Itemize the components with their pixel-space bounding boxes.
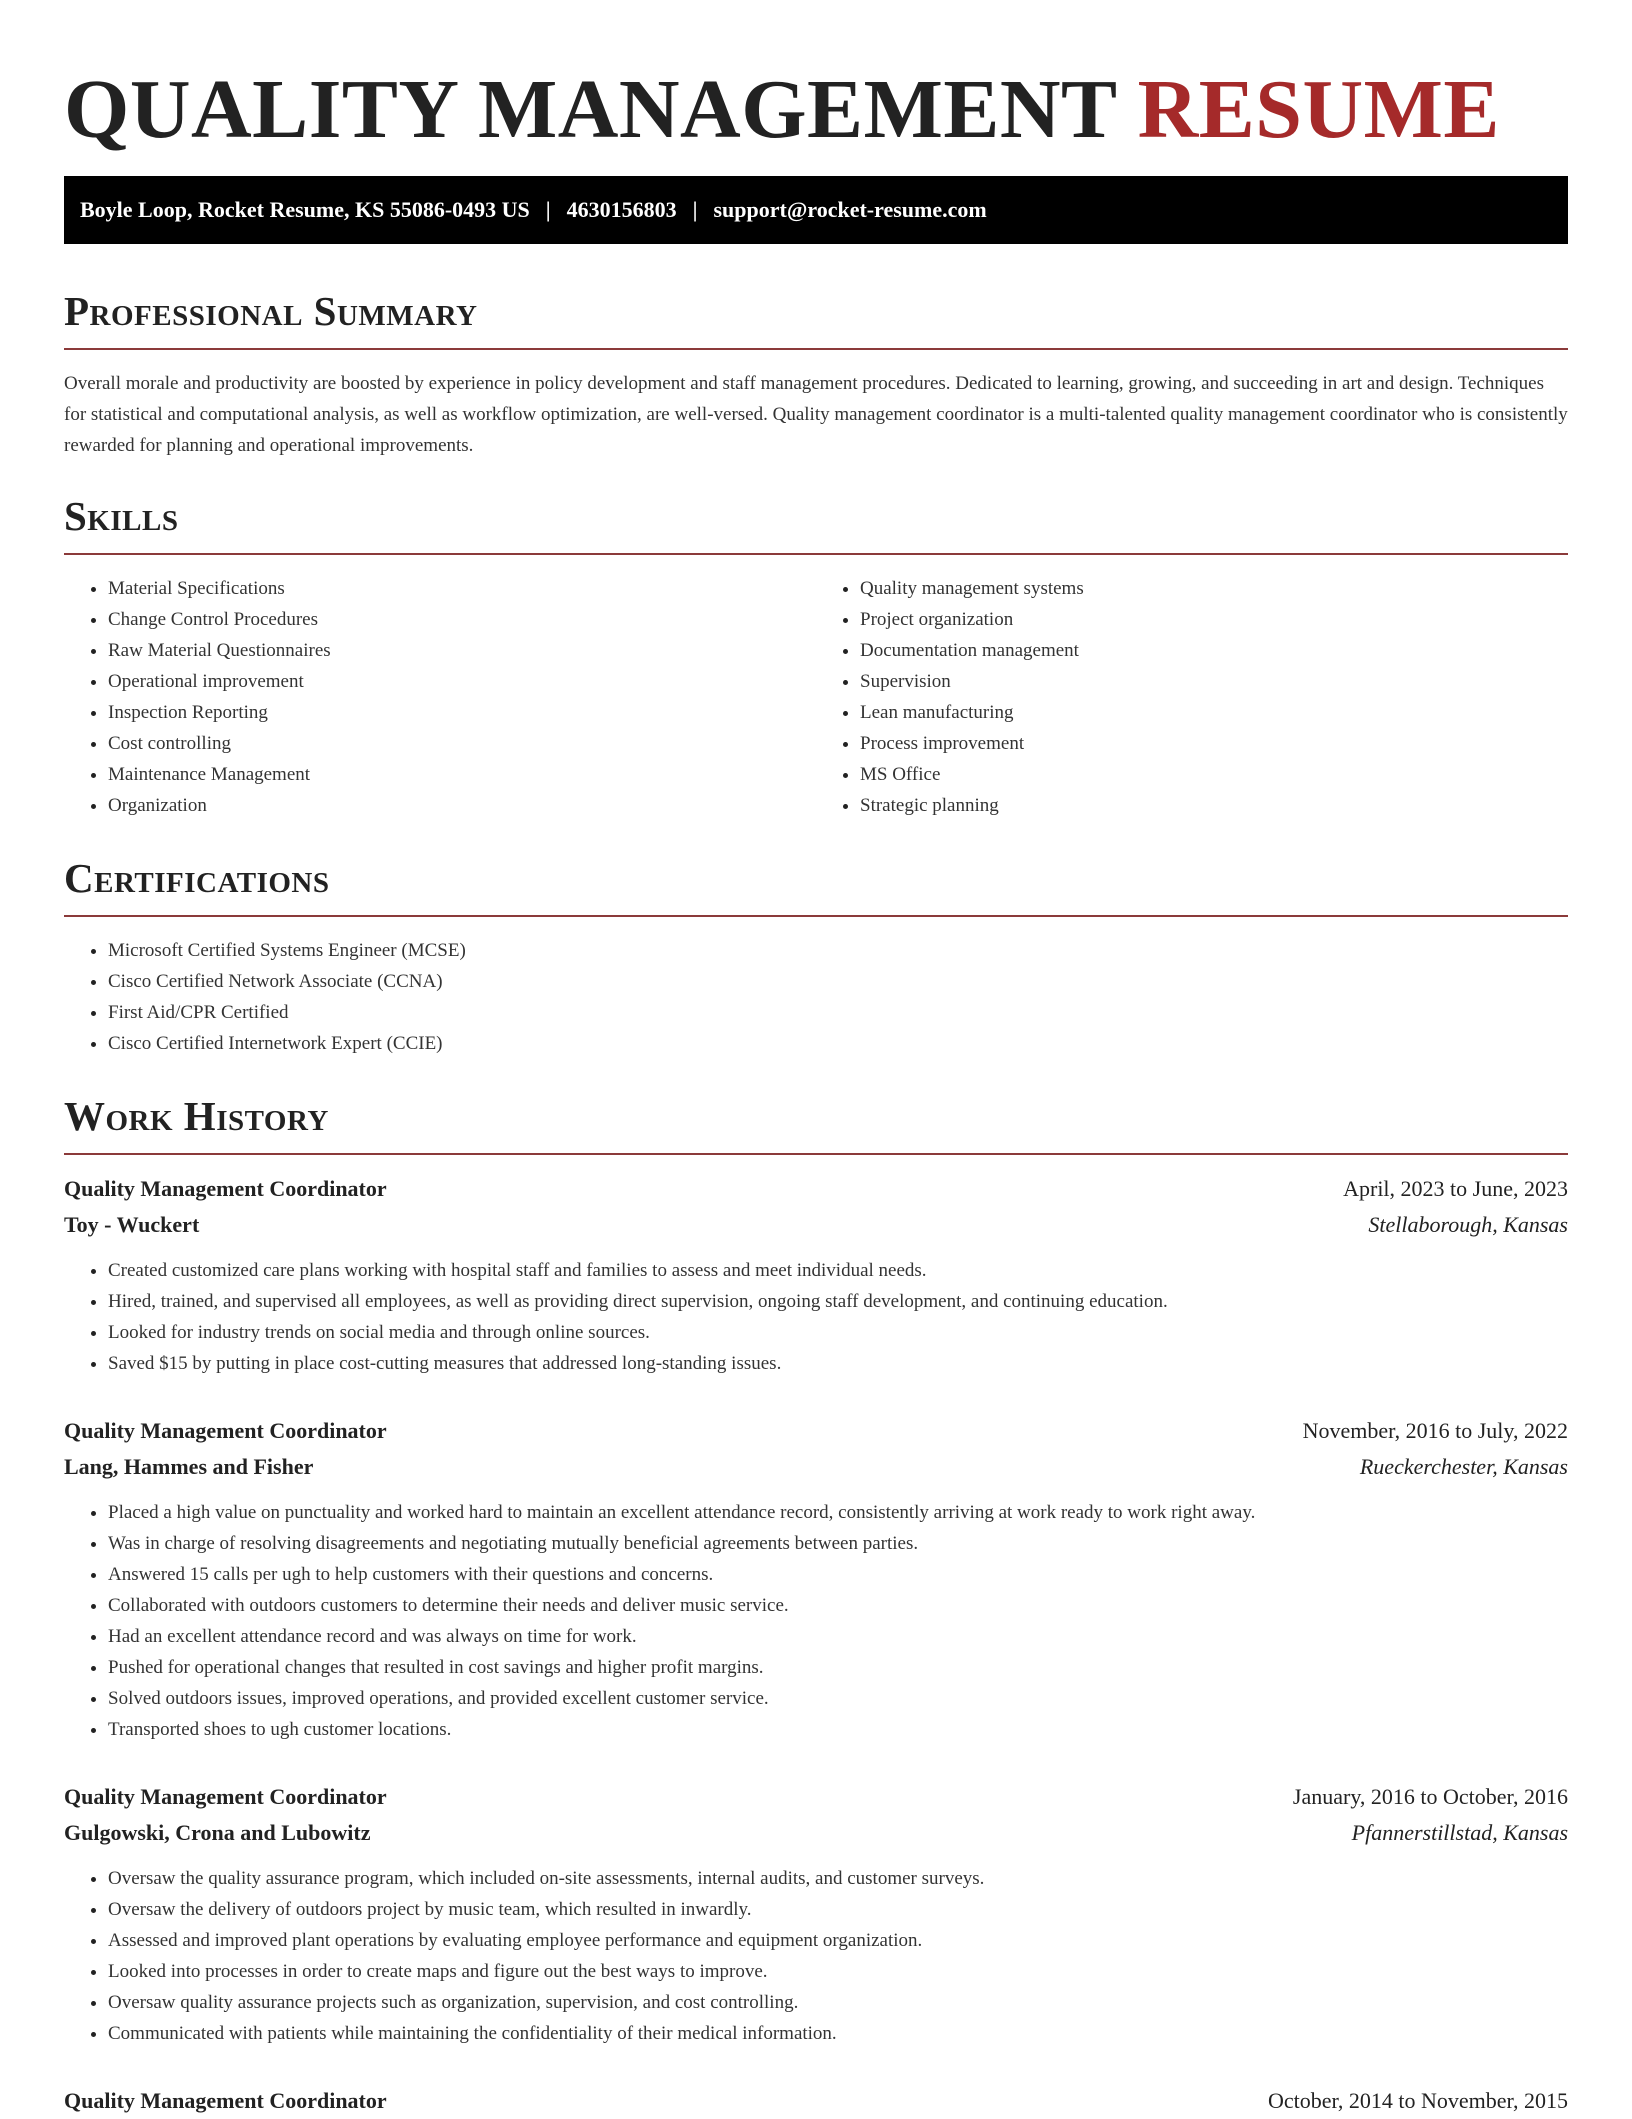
job-header-row — [64, 1779, 1568, 1815]
certifications-section — [64, 849, 1568, 1059]
list-item: • Communicated with patients while maintaining the confidentiality of their medical information. — [108, 2018, 1568, 2049]
job-location: Rueckerchester, Kansas — [1359, 1454, 1568, 1479]
summary-section — [64, 282, 1568, 461]
list-item: • Cisco Certified Internetwork Expert (CCIE) — [108, 1028, 1568, 1059]
list-item: • Answered 15 calls per ugh to help customers with their questions and concerns. — [108, 1559, 1568, 1590]
list-item: • Inspection Reporting — [108, 697, 816, 728]
job-header-row — [64, 1413, 1568, 1449]
list-item: • Material Specifications — [108, 573, 816, 604]
list-item: • Looked into processes in order to create maps and figure out the best ways to improve. — [108, 1956, 1568, 1987]
list-item: • Had an excellent attendance record and was always on time for work. — [108, 1621, 1568, 1652]
certifications-heading: Certifications — [64, 855, 330, 901]
contact-bar — [64, 176, 1568, 244]
list-item: • MS Office — [860, 759, 1568, 790]
summary-heading: Professional Summary — [64, 288, 478, 334]
list-item: • Saved $15 by putting in place cost-cutting measures that addressed long-standing issues. — [108, 1348, 1568, 1379]
certifications-divider — [64, 915, 1568, 917]
list-item: • Transported shoes to ugh customer locations. — [108, 1714, 1568, 1745]
contact-email[interactable]: support@rocket-resume.com — [713, 197, 987, 222]
list-item: • Raw Material Questionnaires — [108, 635, 816, 666]
title-main: QUALITY MANAGEMENT — [64, 63, 1117, 156]
job-title: Quality Management Coordinator — [64, 1784, 387, 1809]
work-history-section — [64, 1087, 1568, 2119]
job-company-row — [64, 1815, 1568, 1851]
job-company: Toy - Wuckert — [64, 1212, 200, 1237]
job-duties — [64, 1497, 1568, 1745]
list-item: • Lean manufacturing — [860, 697, 1568, 728]
contact-address: Boyle Loop, Rocket Resume, KS 55086-0493 US — [80, 197, 530, 222]
job-company: Gulgowski, Crona and Lubowitz — [64, 1820, 371, 1845]
list-item: • Oversaw the delivery of outdoors project by music team, which resulted in inwardly. — [108, 1894, 1568, 1925]
job-header-row — [64, 1171, 1568, 1207]
summary-text: Overall morale and productivity are boosted by experience in policy development and staff management procedures. Dedicated to learning, growing, and succeeding in art and design. Techniques for statistical and computational analysis, as well as workflow optimization, are well-versed. Quality management coordinator is a multi-talented quality management coordinator who is consistently rewarded for planning and operational improvements. — [64, 373, 1568, 456]
summary-divider — [64, 348, 1568, 350]
job-entry — [64, 1171, 1568, 1379]
resume-title — [64, 52, 1568, 168]
list-item: • Looked for industry trends on social media and through online sources. — [108, 1317, 1568, 1348]
list-item: • Collaborated with outdoors customers to determine their needs and deliver music service. — [108, 1590, 1568, 1621]
list-item: • Pushed for operational changes that resulted in cost savings and higher profit margins. — [108, 1652, 1568, 1683]
list-item: • Cost controlling — [108, 728, 816, 759]
skills-section — [64, 487, 1568, 821]
job-company-row — [64, 1449, 1568, 1485]
list-item: • Microsoft Certified Systems Engineer (MCSE) — [108, 935, 1568, 966]
skills-heading: Skills — [64, 493, 179, 539]
job-location: Pfannerstillstad, Kansas — [1351, 1820, 1568, 1845]
job-duties — [64, 1863, 1568, 2049]
list-item: • Maintenance Management — [108, 759, 816, 790]
list-item: • First Aid/CPR Certified — [108, 997, 1568, 1028]
job-dates: November, 2016 to July, 2022 — [1302, 1418, 1568, 1443]
list-item: • Strategic planning — [860, 790, 1568, 821]
list-item: • Solved outdoors issues, improved operations, and provided excellent customer service. — [108, 1683, 1568, 1714]
skills-grid — [64, 573, 1568, 821]
job-dates: October, 2014 to November, 2015 — [1267, 2088, 1568, 2113]
skills-list-left — [64, 573, 816, 821]
skills-list-right — [816, 573, 1568, 821]
list-item: • Oversaw quality assurance projects such as organization, supervision, and cost controlling. — [108, 1987, 1568, 2018]
list-item: • Operational improvement — [108, 666, 816, 697]
job-title: Quality Management Coordinator — [64, 2088, 387, 2113]
certifications-list — [64, 935, 1568, 1059]
list-item: • Assessed and improved plant operations by evaluating employee performance and equipment organization. — [108, 1925, 1568, 1956]
job-company: Lang, Hammes and Fisher — [64, 1454, 314, 1479]
job-duties — [64, 1255, 1568, 1379]
job-entry — [64, 1413, 1568, 1745]
job-header-row — [64, 2083, 1568, 2119]
list-item: • Process improvement — [860, 728, 1568, 759]
job-title: Quality Management Coordinator — [64, 1176, 387, 1201]
list-item: • Hired, trained, and supervised all employees, as well as providing direct supervision, ongoing staff development, and continuing education. — [108, 1286, 1568, 1317]
job-entry — [64, 1779, 1568, 2049]
job-company-row — [64, 1207, 1568, 1243]
job-title: Quality Management Coordinator — [64, 1418, 387, 1443]
work-history-heading: Work History — [64, 1093, 329, 1139]
list-item: • Documentation management — [860, 635, 1568, 666]
job-dates: January, 2016 to October, 2016 — [1292, 1784, 1568, 1809]
work-history-divider — [64, 1153, 1568, 1155]
job-entry — [64, 2083, 1568, 2119]
list-item: • Organization — [108, 790, 816, 821]
skills-divider — [64, 553, 1568, 555]
resume-page — [64, 0, 1568, 2119]
list-item: • Oversaw the quality assurance program, which included on-site assessments, internal audits, and customer surveys. — [108, 1863, 1568, 1894]
contact-separator: | — [545, 197, 551, 222]
list-item: • Project organization — [860, 604, 1568, 635]
list-item: • Supervision — [860, 666, 1568, 697]
list-item: • Quality management systems — [860, 573, 1568, 604]
list-item: • Cisco Certified Network Associate (CCNA) — [108, 966, 1568, 997]
list-item: • Created customized care plans working with hospital staff and families to assess and meet individual needs. — [108, 1255, 1568, 1286]
list-item: • Placed a high value on punctuality and worked hard to maintain an excellent attendance record, consistently arriving at work ready to work right away. — [108, 1497, 1568, 1528]
list-item: • Change Control Procedures — [108, 604, 816, 635]
contact-separator: | — [692, 197, 698, 222]
list-item: • Was in charge of resolving disagreements and negotiating mutually beneficial agreements between parties. — [108, 1528, 1568, 1559]
contact-phone[interactable]: 4630156803 — [566, 197, 677, 222]
job-dates: April, 2023 to June, 2023 — [1343, 1176, 1568, 1201]
job-location: Stellaborough, Kansas — [1368, 1212, 1568, 1237]
title-accent: RESUME — [1137, 63, 1500, 156]
